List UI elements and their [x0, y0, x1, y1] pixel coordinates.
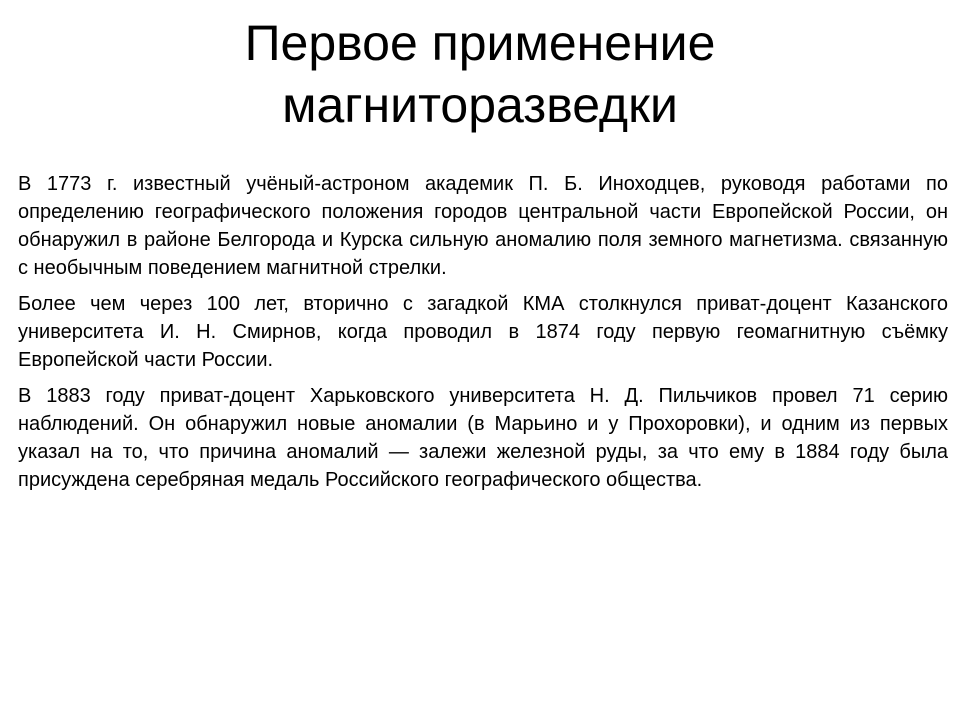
paragraph-smirnov: Более чем через 100 лет, вторично с загадкой КМА столкнулся приват-доцент Казанского университета И. Н. Смирнов, когда проводил в 1874 году первую геомагнитную съёмку Европейской части России.	[18, 293, 948, 371]
slide-title	[40, 12, 920, 136]
paragraph-pilchikov: В 1883 году приват-доцент Харьковского университета Н. Д. Пильчиков провел 71 серию наблюдений. Он обнаружил новые аномалии (в Марьино и у Прохоровки), и одним из первых указал на то, что причина аномалий — залежи железной руды, за что ему в 1884 году была присуждена серебряная медаль Российского географического общества.	[18, 385, 948, 491]
paragraph-inokhodtsev: В 1773 г. известный учёный-астроном академик П. Б. Иноходцев, руководя работами по определению географического положения городов центральной части Европейской России, он обнаружил в районе Белгорода и Курска сильную аномалию поля земного магнетизма. связанную с необычным поведением магнитной стрелки.	[18, 173, 948, 279]
slide-body	[18, 170, 948, 502]
title-line-2: магниторазведки	[282, 77, 678, 133]
title-line-1: Первое применение	[244, 15, 716, 71]
